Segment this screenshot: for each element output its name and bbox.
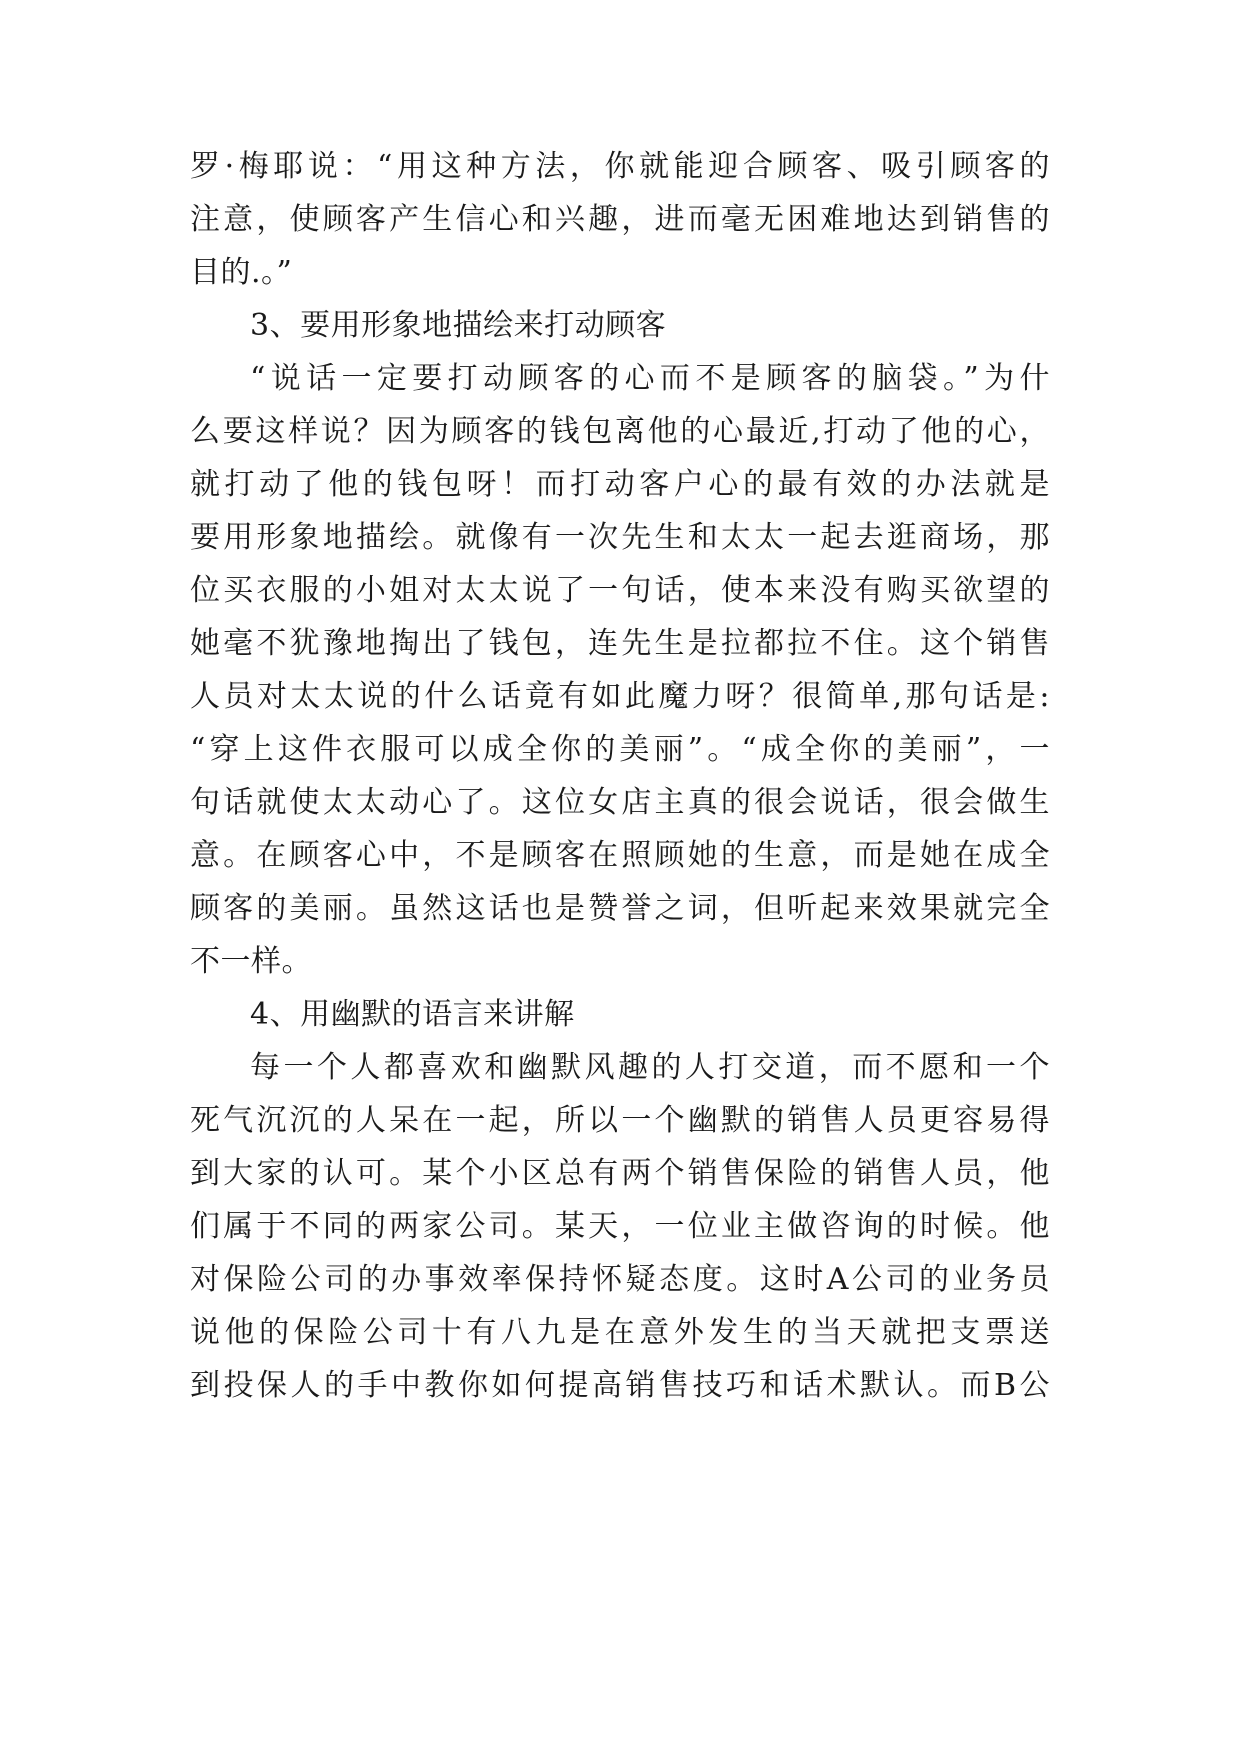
text-line: 到投保人的手中教你如何提高销售技巧和话术默认。而B公 <box>190 1368 1050 1403</box>
text-line: 位买衣服的小姐对太太说了一句话，使本来没有购买欲望的 <box>190 573 1050 608</box>
text-line: 罗·梅耶说：“用这种方法，你就能迎合顾客、吸引顾客的 <box>190 149 1050 184</box>
text-line: 句话就使太太动心了。这位女店主真的很会说话，很会做生 <box>190 785 1050 820</box>
text-line: 意。在顾客心中，不是顾客在照顾她的生意，而是她在成全 <box>190 838 1050 873</box>
text-line: 不一样。 <box>190 944 312 979</box>
text-line: 就打动了他的钱包呀！而打动客户心的最有效的办法就是 <box>190 467 1050 502</box>
text-line: 人员对太太说的什么话竟有如此魔力呀？很简单,那句话是: <box>190 679 1050 714</box>
section-heading: 4、用幽默的语言来讲解 <box>250 997 575 1032</box>
text-line: 对保险公司的办事效率保持怀疑态度。这时A公司的业务员 <box>190 1262 1050 1297</box>
text-line: 目的.。” <box>190 255 293 290</box>
text-line: 到大家的认可。某个小区总有两个销售保险的销售人员，他 <box>190 1156 1050 1191</box>
text-line: 她毫不犹豫地掏出了钱包，连先生是拉都拉不住。这个销售 <box>190 626 1050 661</box>
text-line: 注意，使顾客产生信心和兴趣，进而毫无困难地达到销售的 <box>190 202 1050 237</box>
text-line: 们属于不同的两家公司。某天，一位业主做咨询的时候。他 <box>190 1209 1050 1244</box>
text-line: “穿上这件衣服可以成全你的美丽”。“成全你的美丽”，一 <box>190 732 1050 767</box>
text-line: 每一个人都喜欢和幽默风趣的人打交道，而不愿和一个 <box>250 1050 1050 1085</box>
text-line: 要用形象地描绘。就像有一次先生和太太一起去逛商场，那 <box>190 520 1050 555</box>
text-line: “说话一定要打动顾客的心而不是顾客的脑袋。”为什 <box>250 361 1050 396</box>
text-line: 顾客的美丽。虽然这话也是赞誉之词，但听起来效果就完全 <box>190 891 1050 926</box>
section-heading: 3、要用形象地描绘来打动顾客 <box>250 308 667 343</box>
text-line: 么要这样说？因为顾客的钱包离他的心最近,打动了他的心， <box>190 414 1050 449</box>
text-line: 说他的保险公司十有八九是在意外发生的当天就把支票送 <box>190 1315 1050 1350</box>
text-line: 死气沉沉的人呆在一起，所以一个幽默的销售人员更容易得 <box>190 1103 1050 1138</box>
